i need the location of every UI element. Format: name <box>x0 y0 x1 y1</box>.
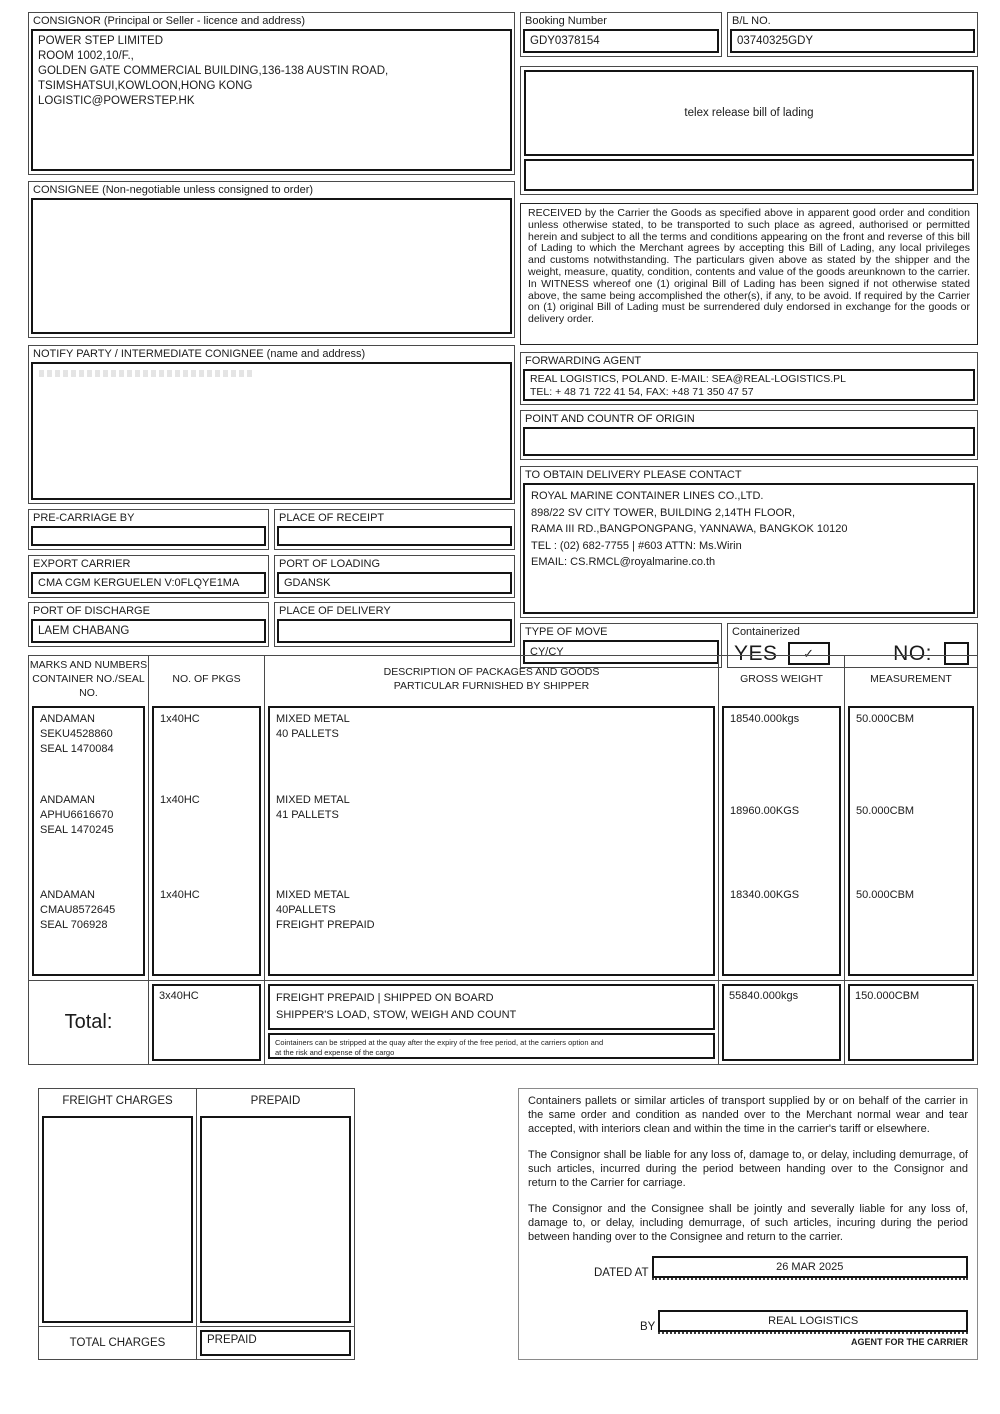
forwarding-agent-line: REAL LOGISTICS, POLAND. E-MAIL: SEA@REAL-LOGISTICS.PL <box>530 373 847 385</box>
checkmark-icon: ✓ <box>803 645 814 661</box>
notify-party-label: NOTIFY PARTY / INTERMEDIATE CONIGNEE (name and address) <box>33 348 366 360</box>
freight-charges-table <box>38 1088 355 1360</box>
total-weight-box: 55840.000kgs <box>722 984 841 1061</box>
booking-bl-row <box>520 12 978 57</box>
consignee-label: CONSIGNEE (Non-negotiable unless consigned to order) <box>33 184 314 196</box>
marks-entry: ANDAMAN SEKU4528860 SEAL 1470084 <box>40 713 114 755</box>
delivery-contact-line: ROYAL MARINE CONTAINER LINES CO.,LTD. <box>531 490 764 502</box>
received-clause: RECEIVED by the Carrier the Goods as specified above in apparent good order and condition unless otherwise stated, to be transported to such place as agreed, authorised or permitted herein and subject to all the terms and conditions appearing on the front and reverse of this bill of Lading to which the Merchant agrees by accepting this Bill of Lading, any local privileges and customs notwithstanding. The particulars given above as stated by the shipper and the weight, measure, quatity, condition, contents and value of the goods areunknown to the carrier. In WITNESS whereof one (1) original Bill of Lading has been signed if not otherwise stated above, the same being accomplished the other(s), if any, to be avoid. If required by the Carrier on (1) original Bill of Lading must be surrendered duly endorsed in exchange for the goods or delivery order. <box>520 203 978 345</box>
pre-carriage-label: PRE-CARRIAGE BY <box>33 512 135 524</box>
terms-and-signature-block <box>518 1088 978 1360</box>
notify-party-value-box <box>31 362 512 500</box>
measurement-entry: 50.000CBM <box>856 889 915 901</box>
origin-value-box <box>523 427 975 456</box>
total-label: Total: <box>64 1011 113 1033</box>
description-entry: MIXED METAL 40 PALLETS <box>276 713 350 740</box>
goods-table-total-row <box>29 980 977 1064</box>
place-of-receipt-label: PLACE OF RECEIPT <box>279 512 385 524</box>
discharge-delivery-row <box>28 602 515 647</box>
pre-carriage-value-box <box>31 526 266 546</box>
pre-carriage-section <box>28 509 269 550</box>
consignor-line: ROOM 1002,10/F., <box>38 50 134 62</box>
by-label: BY <box>640 1321 656 1333</box>
strip-note-box: Cointainers can be stripped at the quay after the expiry of the free period, at the carriers option and at the risk and expense of the cargo <box>268 1033 715 1059</box>
place-of-receipt-section <box>274 509 515 550</box>
consignor-label: CONSIGNOR (Principal or Seller - licence and address) <box>33 15 306 27</box>
delivery-contact-section <box>520 466 978 618</box>
delivery-contact-line: 898/22 SV CITY TOWER, BUILDING 2,14TH FLOOR, <box>531 506 796 519</box>
port-of-discharge-label: PORT OF DISCHARGE <box>33 605 150 617</box>
place-of-delivery-section <box>274 602 515 647</box>
consignor-value-box <box>31 29 512 171</box>
dated-at-value-box: 26 MAR 2025 <box>652 1256 968 1278</box>
consignor-line: GOLDEN GATE COMMERCIAL BUILDING,136-138 AUSTIN ROAD, <box>38 65 389 77</box>
agent-for-carrier-label: AGENT FOR THE CARRIER <box>851 1337 968 1347</box>
forwarding-agent-value-box <box>523 369 975 401</box>
pkgs-entry: 1x40HC <box>160 713 200 725</box>
containerized-no-label: NO: <box>893 641 932 665</box>
measurement-entry: 50.000CBM <box>856 805 915 817</box>
dated-at-label: DATED AT <box>594 1267 649 1279</box>
goods-table-body <box>29 702 977 980</box>
header-pkgs: NO. OF PKGS <box>149 656 265 702</box>
forwarding-agent-line: TEL: + 48 71 722 41 54, FAX: +48 71 350 47 57 <box>530 386 754 398</box>
type-of-move-label: TYPE OF MOVE <box>525 626 608 638</box>
export-carrier-section <box>28 555 269 598</box>
total-charges-label: TOTAL CHARGES <box>39 1327 197 1359</box>
freight-charges-box <box>42 1116 193 1323</box>
bl-number-section <box>727 12 978 57</box>
marks-entry: ANDAMAN CMAU8572645 SEAL 706928 <box>40 889 116 931</box>
weight-entry: 18960.00KGS <box>730 805 800 817</box>
pkgs-entry: 1x40HC <box>160 889 200 901</box>
place-of-delivery-label: PLACE OF DELIVERY <box>279 605 391 617</box>
notify-party-section <box>28 345 515 504</box>
header-marks: MARKS AND NUMBERS CONTAINER NO./SEAL NO. <box>29 656 149 702</box>
description-entry: MIXED METAL 40PALLETS FREIGHT PREPAID <box>276 889 375 931</box>
total-pkgs-box: 3x40HC <box>152 984 261 1061</box>
export-carrier-value-box: CMA CGM KERGUELEN V:0FLQYE1MA <box>31 572 266 594</box>
port-of-loading-value-box: GDANSK <box>277 572 512 594</box>
delivery-contact-label: TO OBTAIN DELIVERY PLEASE CONTACT <box>525 469 742 481</box>
terms-paragraph-1: Containers pallets or similar articles of transport supplied by or on behalf of the carrier in the same order and condition as nanded over to the Merchant normal wear and tear accepted, with interiors clean and within the time in the carrier's tariff or elsewhere. <box>528 1095 968 1135</box>
telex-release-note: telex release bill of lading <box>524 70 974 156</box>
consignor-section <box>28 12 515 175</box>
header-measurement: MEASUREMENT <box>870 673 952 685</box>
by-value-box: REAL LOGISTICS <box>658 1310 968 1332</box>
measurement-entry: 50.000CBM <box>856 713 915 725</box>
precarriage-receipt-row <box>28 509 515 550</box>
pkgs-entry: 1x40HC <box>160 794 200 806</box>
total-description-box: FREIGHT PREPAID | SHIPPED ON BOARD SHIPPER'S LOAD, STOW, WEIGH AND COUNT <box>268 984 715 1030</box>
consignee-section <box>28 181 515 338</box>
telex-empty-box <box>524 159 974 191</box>
measurement-column-box <box>848 706 974 976</box>
port-of-discharge-value-box: LAEM CHABANG <box>31 619 266 643</box>
goods-table <box>28 655 978 1065</box>
prepaid-header: PREPAID <box>250 1095 301 1107</box>
prepaid-box <box>200 1116 351 1323</box>
forwarding-agent-label: FORWARDING AGENT <box>525 355 642 367</box>
place-of-delivery-value-box <box>277 619 512 643</box>
goods-table-header <box>29 656 977 702</box>
delivery-contact-line: RAMA III RD.,BANGPONGPANG, YANNAWA, BANGKOK 10120 <box>531 523 848 535</box>
weight-entry: 18340.00KGS <box>730 889 800 901</box>
faint-illegible-text <box>39 370 254 377</box>
delivery-contact-line: TEL : (02) 682-7755 | #603 ATTN: Ms.Wirin <box>531 539 742 552</box>
description-entry: MIXED METAL 41 PALLETS <box>276 794 350 821</box>
bl-number-value-box: 03740325GDY <box>730 29 975 53</box>
description-column-box <box>268 706 715 976</box>
booking-number-label: Booking Number <box>525 15 607 27</box>
freight-charges-header: FREIGHT CHARGES <box>39 1089 197 1113</box>
containerized-yes-label: YES <box>734 641 778 665</box>
right-column <box>520 12 978 668</box>
bl-number-label: B/L NO. <box>732 15 771 27</box>
consignor-line: LOGISTIC@POWERSTEP.HK <box>38 95 195 107</box>
consignee-value-box <box>31 198 512 334</box>
total-charges-value-box: PREPAID <box>200 1330 351 1356</box>
telex-release-section <box>520 66 978 195</box>
consignor-line: POWER STEP LIMITED <box>38 35 164 47</box>
forwarding-agent-section <box>520 352 978 405</box>
dated-at-row <box>594 1256 968 1280</box>
port-of-loading-label: PORT OF LOADING <box>279 558 381 570</box>
port-of-loading-section <box>274 555 515 598</box>
total-measurement-box: 150.000CBM <box>848 984 974 1061</box>
origin-section <box>520 410 978 460</box>
export-carrier-label: EXPORT CARRIER <box>33 558 131 570</box>
containerized-label: Containerized <box>732 626 800 638</box>
marks-column-box <box>32 706 145 976</box>
carrier-loading-row <box>28 555 515 598</box>
type-of-move-value-box: CY/CY <box>523 640 719 664</box>
marks-entry: ANDAMAN APHU6616670 SEAL 1470245 <box>40 794 114 836</box>
booking-number-section <box>520 12 722 57</box>
pkgs-column-box <box>152 706 261 976</box>
delivery-contact-line: EMAIL: CS.RMCL@royalmarine.co.th <box>531 556 716 568</box>
origin-label: POINT AND COUNTR OF ORIGIN <box>525 413 695 425</box>
header-gross-weight: GROSS WEIGHT <box>719 656 845 702</box>
booking-number-value-box: GDY0378154 <box>523 29 719 53</box>
place-of-receipt-value-box <box>277 526 512 546</box>
port-of-discharge-section <box>28 602 269 647</box>
terms-paragraph-3: The Consignor and the Consignee shall be jointly and severally liable for any loss of, damage to, or delay, including demurrage, of such articles, incuring during the period between handing over to the Consignee and return to the carrier. <box>528 1203 968 1243</box>
weight-column-box <box>722 706 841 976</box>
delivery-contact-value-box <box>523 483 975 614</box>
by-row <box>640 1310 968 1334</box>
left-column <box>28 12 515 647</box>
consignor-line: TSIMSHATSUI,KOWLOON,HONG KONG <box>38 80 253 92</box>
weight-entry: 18540.000kgs <box>730 713 800 725</box>
header-description: DESCRIPTION OF PACKAGES AND GOODS PARTICULAR FURNISHED BY SHIPPER <box>265 656 719 702</box>
terms-paragraph-2: The Consignor shall be liable for any loss of, damage to, or delay, including demurrage, of such articles, incurred during the period between handing over to the Consignor and return to the Carrier for carriage. <box>528 1149 968 1189</box>
